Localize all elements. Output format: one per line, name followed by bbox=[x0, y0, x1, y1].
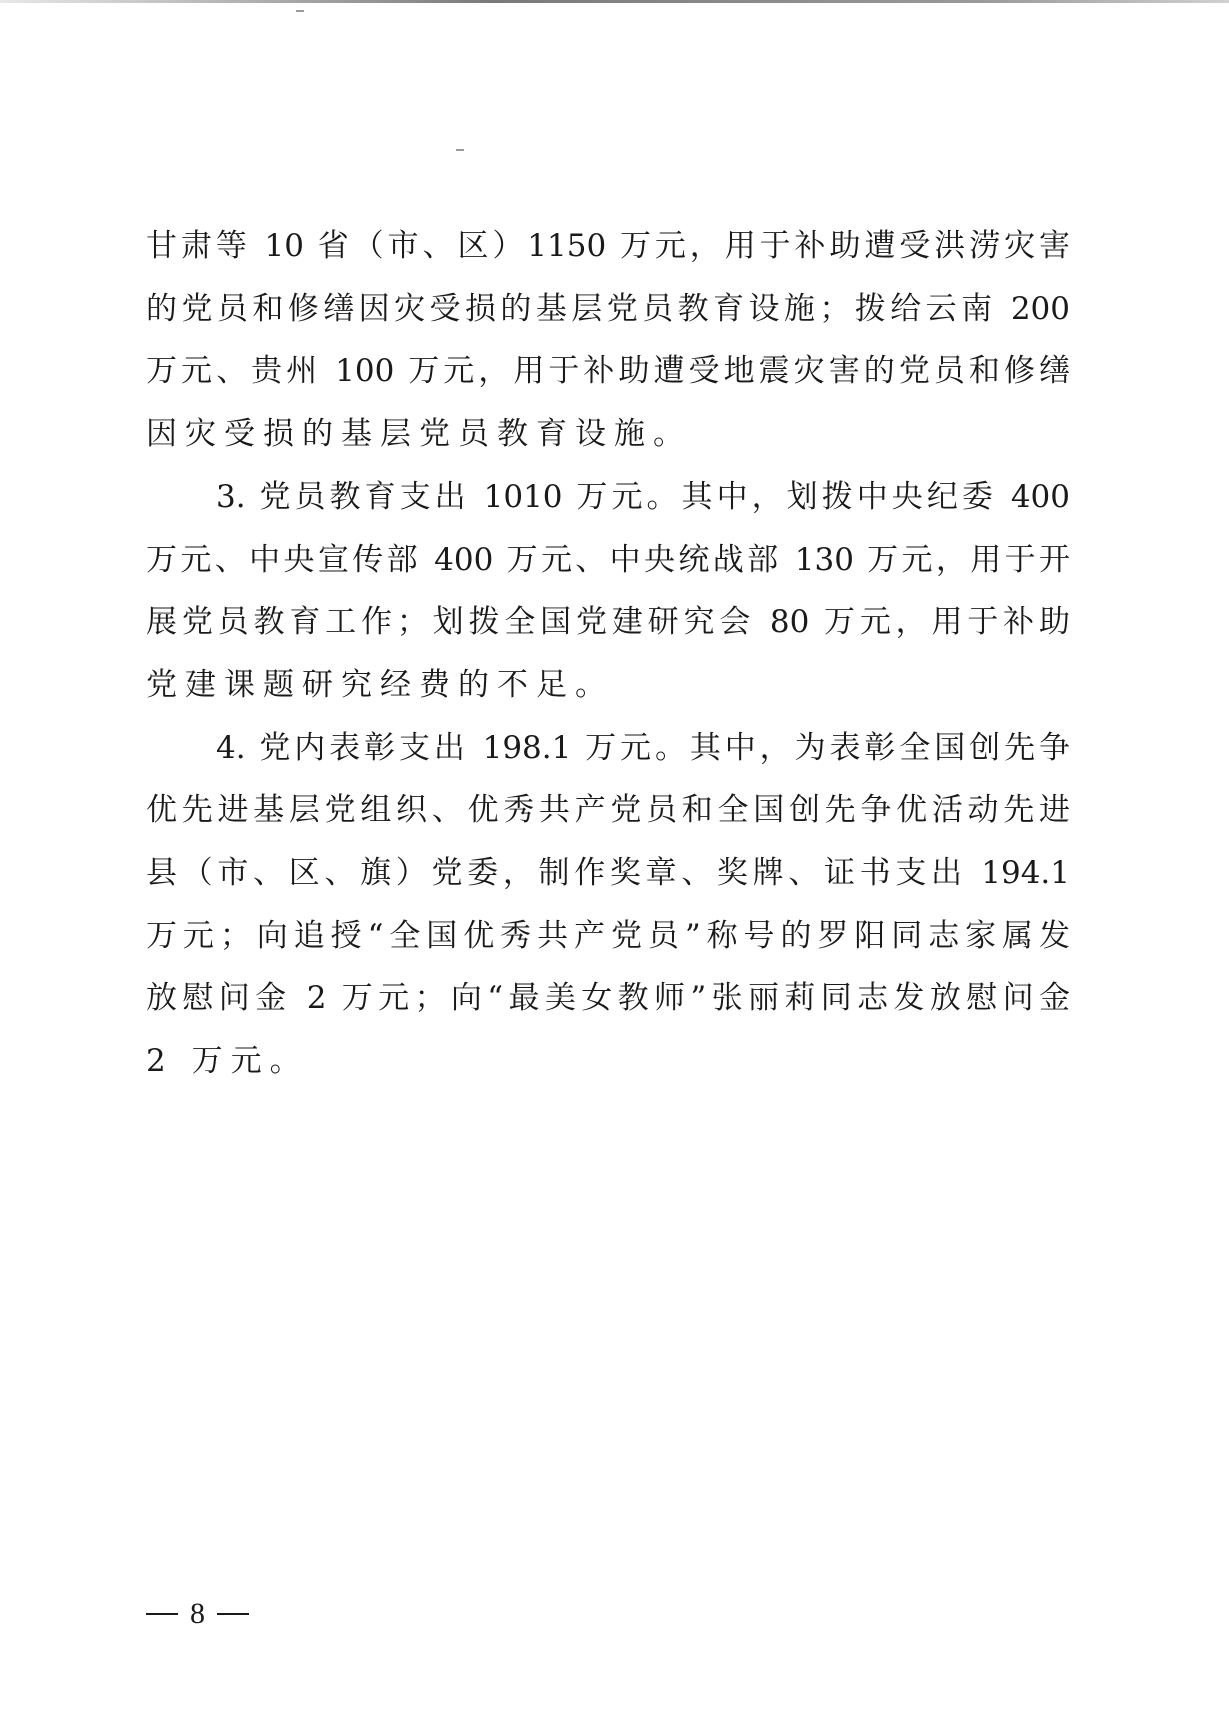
page-number-footer bbox=[146, 1594, 249, 1634]
body-line: 万元、贵州 100 万元，用于补助遭受地震灾害的党员和修缮 bbox=[146, 353, 1070, 389]
body-line: 3. 党员教育支出 1010 万元。其中，划拨中央纪委 400 bbox=[216, 479, 1070, 515]
scan-speck bbox=[296, 10, 304, 12]
body-line: 因灾受损的基层党员教育设施。 bbox=[146, 416, 692, 452]
body-line: 展党员教育工作；划拨全国党建研究会 80 万元，用于补助 bbox=[146, 604, 1070, 640]
body-line: 优先进基层党组织、优秀共产党员和全国创先争优活动先进 bbox=[146, 792, 1070, 828]
scan-top-edge bbox=[0, 0, 1229, 3]
page-number-dash-left bbox=[146, 1613, 178, 1615]
body-line: 万元；向追授“全国优秀共产党员”称号的罗阳同志家属发 bbox=[146, 918, 1070, 954]
body-line: 2 万元。 bbox=[146, 1043, 309, 1079]
body-line: 的党员和修缮因灾受损的基层党员教育设施；拨给云南 200 bbox=[146, 291, 1070, 327]
scan-speck bbox=[456, 149, 464, 151]
body-line: 放慰问金 2 万元；向“最美女教师”张丽莉同志发放慰问金 bbox=[146, 980, 1070, 1016]
body-line: 党建课题研究经费的不足。 bbox=[146, 667, 614, 703]
body-line: 甘肃等 10 省（市、区）1150 万元，用于补助遭受洪涝灾害 bbox=[146, 228, 1070, 264]
page-number: 8 bbox=[190, 1597, 205, 1630]
page-number-dash-right bbox=[217, 1613, 249, 1615]
body-line: 4. 党内表彰支出 198.1 万元。其中，为表彰全国创先争 bbox=[216, 730, 1070, 766]
body-line: 万元、中央宣传部 400 万元、中央统战部 130 万元，用于开 bbox=[146, 542, 1070, 578]
body-line: 县（市、区、旗）党委，制作奖章、奖牌、证书支出 194.1 bbox=[146, 855, 1070, 891]
